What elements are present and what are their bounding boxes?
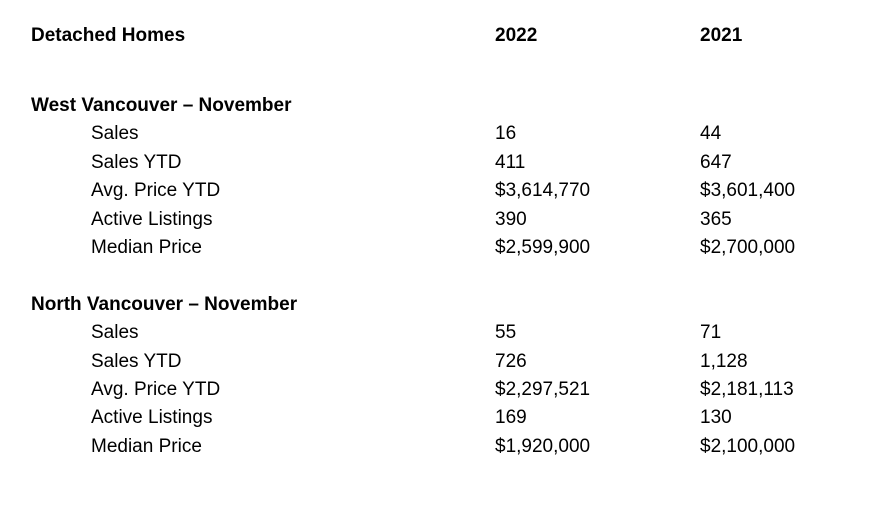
value-2021: 44 [700,123,722,144]
value-2021: $2,181,113 [700,379,794,400]
value-2021: 1,128 [700,351,748,372]
row-label: Sales YTD [91,152,182,173]
row-label: Sales [91,322,139,343]
section-title: North Vancouver – November [31,294,298,315]
value-2022: $1,920,000 [495,436,591,457]
value-2022: $2,599,900 [495,237,591,258]
value-2021: 647 [700,152,732,173]
row-label: Avg. Price YTD [91,180,221,201]
value-2022: 55 [495,322,517,343]
row-label: Median Price [91,237,202,258]
value-2021: 130 [700,407,732,428]
column-header-2022: 2022 [495,25,538,46]
section-heading-north-vancouver [0,291,883,319]
row-label: Active Listings [91,407,213,428]
value-2022: $3,614,770 [495,180,591,201]
table-row [0,177,883,205]
value-2022: $2,297,521 [495,379,591,400]
row-label: Median Price [91,436,202,457]
value-2021: $3,601,400 [700,180,796,201]
value-2022: 726 [495,351,527,372]
row-label: Avg. Price YTD [91,379,221,400]
table-row [0,120,883,148]
section-title: West Vancouver – November [31,95,292,116]
row-label: Sales [91,123,139,144]
value-2021: $2,700,000 [700,237,796,258]
table-row [0,404,883,432]
table-row [0,206,883,234]
section-heading-west-vancouver [0,92,883,120]
value-2022: 411 [495,152,526,173]
value-2022: 16 [495,123,517,144]
value-2022: 169 [495,407,527,428]
value-2021: 365 [700,209,732,230]
table-row [0,433,883,461]
value-2022: 390 [495,209,527,230]
header-row [0,22,883,50]
table-row [0,149,883,177]
column-header-2021: 2021 [700,25,743,46]
row-label: Active Listings [91,209,213,230]
table-row [0,348,883,376]
table-row [0,376,883,404]
value-2021: 71 [700,322,722,343]
value-2021: $2,100,000 [700,436,796,457]
table-row [0,234,883,262]
row-label: Sales YTD [91,351,182,372]
table-row [0,319,883,347]
table-title: Detached Homes [31,25,186,46]
